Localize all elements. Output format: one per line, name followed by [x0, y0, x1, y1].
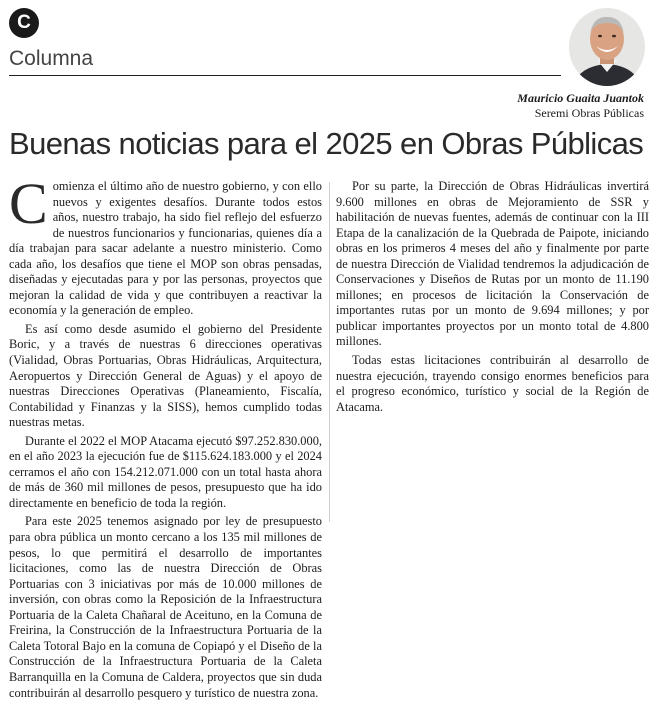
paragraph-6: Todas estas licitaciones contribuirán al desarrollo de nuestra ejecución, trayendo consigo enormes beneficios para el progreso económico, turístico y social de la Región de Atacama.	[336, 353, 649, 414]
author-byline	[517, 91, 644, 121]
drop-cap: C	[9, 171, 48, 236]
paragraph-1	[9, 171, 322, 319]
paragraph-1-text: omienza el último año de nuestro gobierno, y con ello nuevos y exigentes desafíos. Durante todos estos años, nuestro trabajo, ha sido fiel reflejo del esfuerzo de nuestros funcionarios y funcionarias, quienes día a día trabajan para sacar adelante a nuestro ministerio. Como cada año, los desafíos que tiene el MOP son obras pensadas, diseñadas y ejecutadas para y por las personas, proyectos que mejoran la calidad de vida y que contribuyen a reactivar la economía y la generación de empleo.	[9, 179, 322, 318]
paragraph-4: Para este 2025 tenemos asignado por ley de presupuesto para obra pública un monto cercano a los 135 mil millones de pesos, lo que permitirá el desarrollo de importantes licitaciones, como las de nuestra Dirección de Obras Portuarias con 3 iniciativas por más de 10.000 millones de inversión, con obras como la Reposición de la Infraestructura Portuaria de la Caleta Chañaral de Aceituno, en la Comuna de Freirina, la Construcción de la Infraestructura Portuaria de la Caleta Totoral Bajo en la comuna de Copiapó y el Diseño de la Construcción de la Infraestructura Portuaria de la Caleta Barranquilla en la Comuna de Caldera, proyectos que sin duda contribuirán al desarrollo pesquero y turístico de nuestra zona.	[9, 514, 322, 700]
article-column-left	[9, 171, 322, 704]
paragraph-2: Es así como desde asumido el gobierno del Presidente Boric, y a través de nuestras 6 direcciones operativas (Vialidad, Obras Portuarias, Obras Hidráulicas, Arquitectura, Aeropuertos y Dirección General de Aguas) y el apoyo de nuestras Direcciones Operativas (Planeamiento, Fiscalía, Contabilidad y Finanzas y la SISS), hemos cumplido todas nuestras metas.	[9, 321, 322, 430]
author-photo	[569, 8, 645, 86]
headline: Buenas noticias para el 2025 en Obras Públicas	[9, 126, 644, 161]
header-divider	[9, 75, 561, 76]
paragraph-3: Durante el 2022 el MOP Atacama ejecutó $97.252.830.000, en el año 2023 la ejecución fue de $115.624.183.000 y el 2024 cerramos el año con 154.212.071.000 con un total hasta ahora de más de 360 mil millones de pesos, presupuesto que ha ido directamente en beneficio de toda la región.	[9, 433, 322, 510]
author-role: Seremi Obras Públicas	[534, 106, 644, 120]
paragraph-5: Por su parte, la Dirección de Obras Hidráulicas invertirá 9.600 millones en obras de Mejoramiento de SSR y habilitación de nuevas fuentes, además de continuar con la III Etapa de la canalización de la Quebrada de Paipote, iniciando obras en los primeros 4 meses del año y finalmente por parte de nuestra Dirección de Vialidad tendremos la adjudicación de Conservaciones y Diseños de Rutas por un monto de 11.190 millones; en procesos de licitación la Conservación de importantes rutas por un monto de 9.694 millones; y por publicar importantes proyectos por un monto total de 4.800 millones.	[336, 179, 649, 349]
author-name: Mauricio Guaita Juantok	[517, 91, 644, 105]
article-column-right	[336, 179, 649, 418]
column-divider	[329, 182, 330, 522]
section-label: Columna	[9, 47, 94, 70]
column-badge-icon: C	[9, 8, 39, 38]
